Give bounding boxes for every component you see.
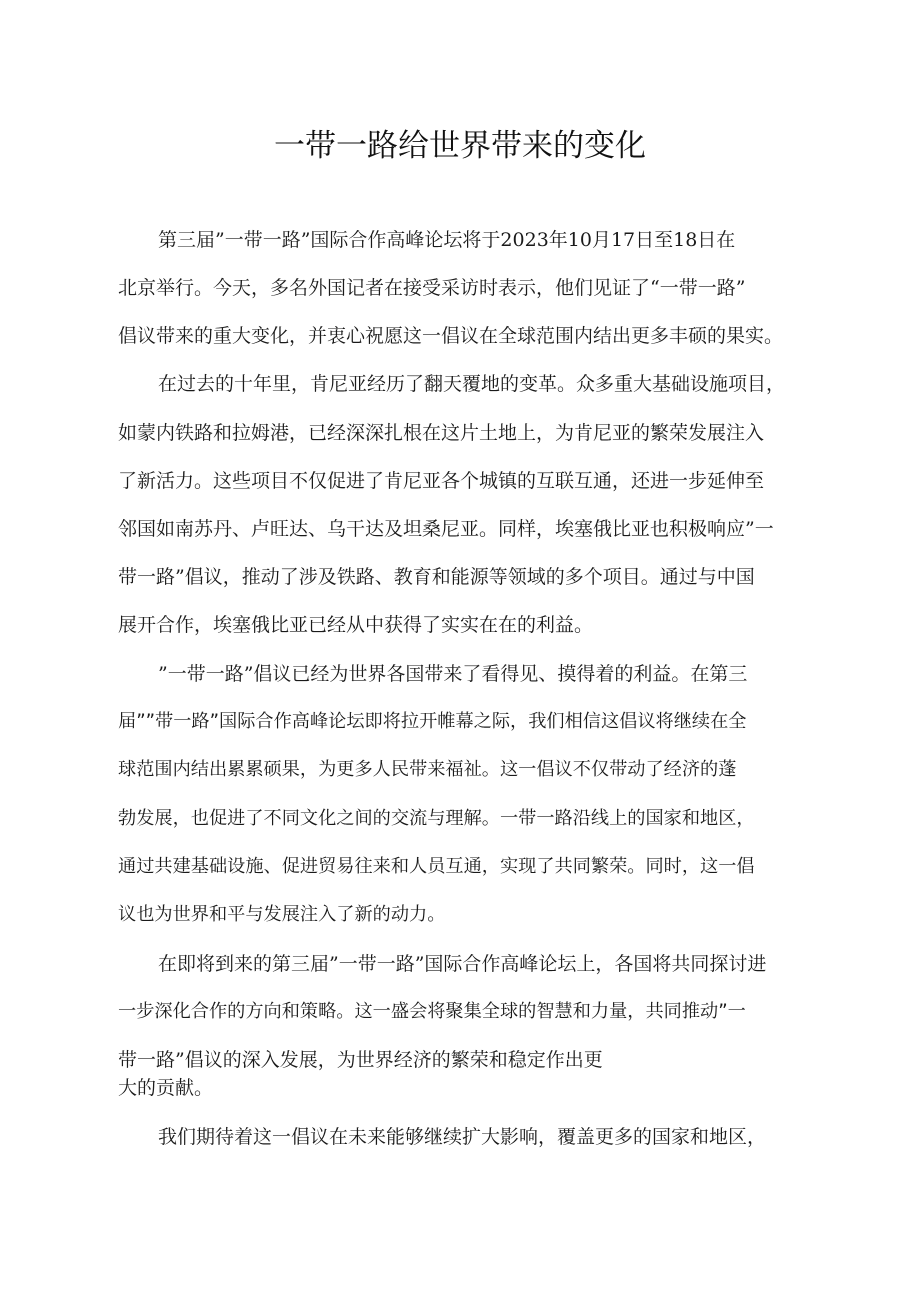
paragraph-4-line-1: 在即将到来的第三届”一带一路”国际合作高峰论坛上，各国将共同探讨进: [158, 953, 767, 975]
paragraph-1-line-2: 北京举行。今天，多名外国记者在接受采访时表示，他们见证了“一带一路”: [118, 277, 746, 299]
paragraph-3-line-6: 议也为世界和平与发展注入了新的动力。: [118, 904, 446, 925]
paragraph-4-line-4: 大的贡献。: [118, 1077, 214, 1099]
paragraph-3-line-1: ”一带一路”倡议已经为世界各国带来了看得见、摸得着的利益。在第三: [158, 663, 748, 685]
paragraph-2-line-5: 带一路”倡议，推动了涉及铁路、教育和能源等领域的多个项目。通过与中国: [118, 566, 755, 588]
paragraph-3-line-4: 勃发展，也促进了不同文化之间的交流与理解。一带一路沿线上的国家和地区，: [118, 808, 755, 829]
paragraph-2-line-1: 在过去的十年里，肯尼亚经历了翻天覆地的变革。众多重大基础设施项目，: [158, 373, 786, 395]
paragraph-5-line-1: 我们期待着这一倡议在未来能够继续扩大影响，覆盖更多的国家和地区，: [158, 1126, 767, 1148]
paragraph-3-line-5: 通过共建基础设施、促进贸易往来和人员互通，实现了共同繁荣。同时，这一倡: [118, 856, 755, 877]
paragraph-2-line-4: 邻国如南苏丹、卢旺达、乌干达及坦桑尼亚。同样，埃塞俄比亚也积极响应”一: [118, 518, 774, 540]
paragraph-2-line-2: 如蒙内铁路和拉姆港，已经深深扎根在这片土地上，为肯尼亚的繁荣发展注入: [118, 422, 765, 444]
paragraph-2-line-3: 了新活力。这些项目不仅促进了肯尼亚各个城镇的互联互通，还进一步延伸至: [118, 470, 765, 492]
paragraph-1-line-1: 第三届”一带一路”国际合作高峰论坛将于2023年10月17日至18日在: [158, 229, 736, 251]
paragraph-4-line-2: 一步深化合作的方向和策略。这一盛会将聚集全球的智慧和力量，共同推动”一: [118, 1001, 746, 1022]
paragraph-3-line-3: 球范围内结出累累硕果，为更多人民带来福祉。这一倡议不仅带动了经济的蓬: [118, 759, 737, 780]
paragraph-1-line-3: 倡议带来的重大变化，并衷心祝愿这一倡议在全球范围内结出更多丰硕的果实。: [118, 325, 784, 347]
paragraph-2-line-6: 展开合作，埃塞俄比亚已经从中获得了实实在在的利益。: [118, 614, 594, 636]
paragraph-3-line-2: 届””带一路”国际合作高峰论坛即将拉开帷幕之际，我们相信这倡议将继续在全: [118, 711, 747, 732]
document-title: 一带一路给世界带来的变化: [274, 128, 646, 164]
paragraph-4-line-3: 带一路”倡议的深入发展，为世界经济的繁荣和稳定作出更: [118, 1049, 603, 1071]
